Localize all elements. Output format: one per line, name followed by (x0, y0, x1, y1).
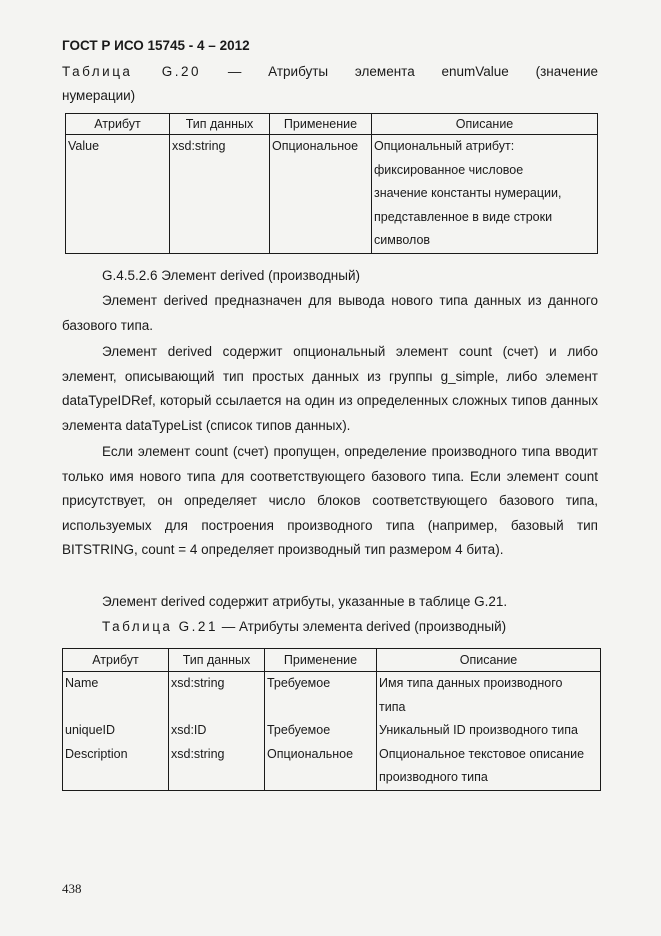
column-header-datatype: Тип данных (170, 114, 270, 135)
cell-description (377, 672, 601, 720)
paragraph (62, 590, 598, 615)
description-line: Опциональное текстовое описание (379, 746, 585, 761)
description-line: типа (379, 699, 406, 714)
description-line: представленное в виде строки (374, 209, 553, 224)
table1-caption-continued: нумерации) (62, 88, 136, 103)
cell-attribute: Value (66, 135, 170, 254)
table2-caption-text: — Атрибуты элемента derived (производный) (221, 619, 507, 634)
cell-description (372, 135, 598, 254)
cell-usage: Требуемое (265, 672, 377, 720)
table-row (66, 135, 598, 254)
table-row (63, 743, 601, 791)
paragraph (62, 340, 598, 438)
cell-description (377, 743, 601, 791)
page-number: 438 (62, 881, 82, 896)
paragraph-text: Если элемент count (счет) пропущен, определение производного типа вводит только имя нового типа для соответствующего базового типа. Если элемент count присутствует, он определяет число блоков соответствующего базового типа, используемых для построения производного типа (например, базовый тип BITSTRING, count = 4 определяет производный тип размером 4 бита). (62, 444, 598, 557)
paragraph (62, 440, 598, 563)
table1-caption (62, 60, 598, 84)
description-line: значение константы нумерации, (374, 186, 562, 200)
table1-caption-text: Атрибуты элемента enumValue (значение (268, 64, 598, 79)
cell-attribute: uniqueID (63, 719, 169, 743)
cell-usage: Требуемое (265, 719, 377, 743)
document-header: ГОСТ Р ИСО 15745 - 4 – 2012 (62, 38, 250, 53)
cell-datatype: xsd:string (170, 135, 270, 254)
cell-datatype: xsd:string (169, 743, 265, 791)
paragraph-text: Элемент derived содержит опциональный элемент count (счет) и либо элемент, описывающий тип простых данных из группы g_simple, либо элемент dataTypeIDRef, который ссылается на один из определенных сложных типов данных элемента dataTypeList (список типов данных). (62, 344, 598, 433)
cell-datatype: xsd:ID (169, 719, 265, 743)
attributes-table-enumvalue (65, 113, 598, 254)
table1-caption-label: Таблица G.20 (62, 64, 201, 79)
table-header-row (63, 649, 601, 672)
cell-datatype: xsd:string (169, 672, 265, 720)
paragraph (62, 289, 598, 338)
section-heading (62, 264, 598, 289)
column-header-usage: Применение (270, 114, 372, 135)
column-header-datatype: Тип данных (169, 649, 265, 672)
table1-caption-dash: — (227, 64, 242, 79)
column-header-description: Описание (377, 649, 601, 672)
column-header-attribute: Атрибут (66, 114, 170, 135)
table2-caption-label: Таблица G.21 (102, 619, 218, 634)
paragraph-text: Элемент derived предназначен для вывода нового типа данных из данного базового типа. (62, 293, 598, 333)
section-heading-text: G.4.5.2.6 Элемент derived (производный) (102, 268, 360, 283)
column-header-description: Описание (372, 114, 598, 135)
table2-caption (62, 615, 598, 640)
cell-description (377, 719, 601, 743)
description-line: фиксированное числовое (374, 162, 524, 177)
description-line: Опциональный атрибут: (374, 139, 515, 153)
attributes-table-derived (62, 648, 601, 791)
description-line: символов (374, 233, 431, 247)
table-row (63, 719, 601, 743)
description-line: Уникальный ID производного типа (379, 723, 578, 737)
column-header-attribute: Атрибут (63, 649, 169, 672)
cell-usage: Опциональное (265, 743, 377, 791)
column-header-usage: Применение (265, 649, 377, 672)
paragraph-text: Элемент derived содержит атрибуты, указанные в таблице G.21. (102, 594, 508, 609)
cell-attribute: Description (63, 743, 169, 791)
table-row (63, 672, 601, 720)
cell-attribute: Name (63, 672, 169, 720)
description-line: производного типа (379, 770, 488, 784)
table-header-row (66, 114, 598, 135)
cell-usage: Опциональное (270, 135, 372, 254)
description-line: Имя типа данных производного (379, 676, 563, 690)
